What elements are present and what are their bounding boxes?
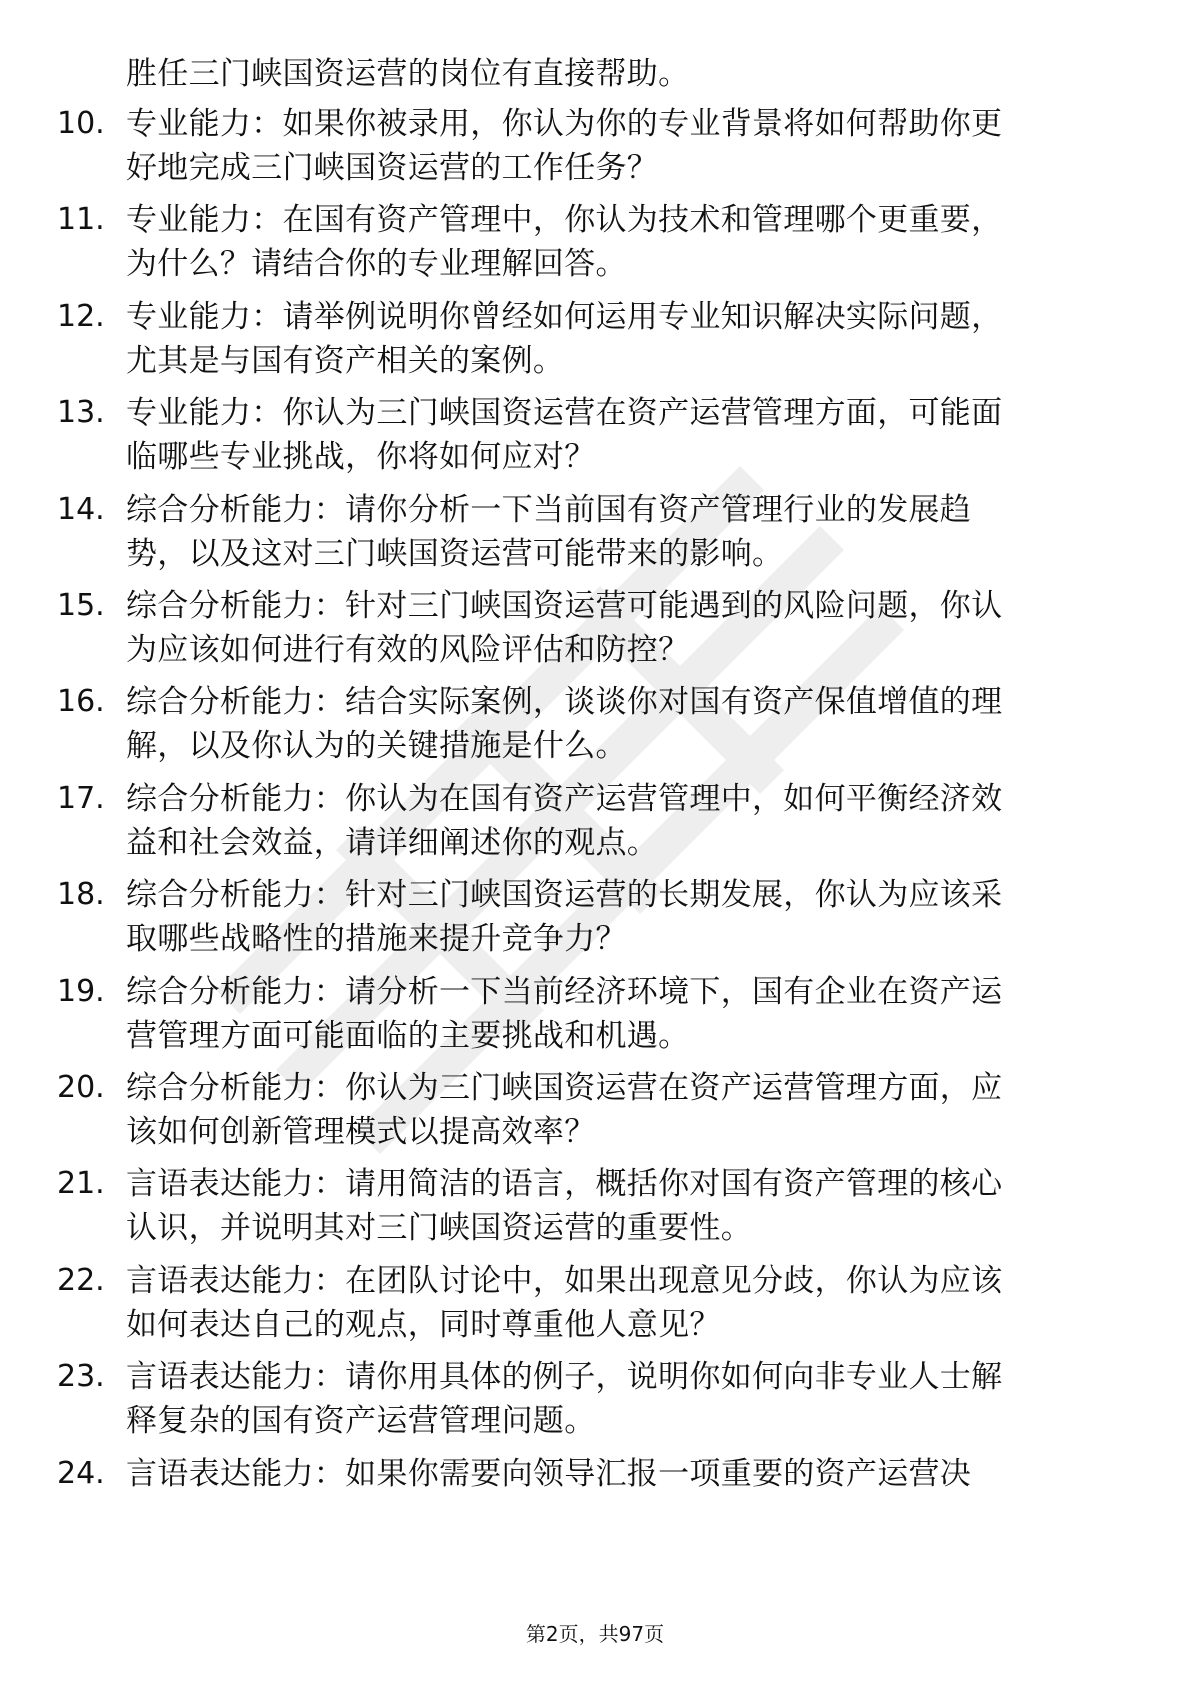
- question-text: [126, 777, 1136, 865]
- question-number: 22.: [57, 1262, 105, 1298]
- question-number: 14.: [57, 491, 105, 527]
- question-line: 如何表达自己的观点，同时尊重他人意见？: [126, 1306, 721, 1343]
- question-line: 综合分析能力：针对三门峡国资运营的长期发展，你认为应该采: [126, 877, 1003, 914]
- question-text: [126, 1066, 1136, 1154]
- question-line: 专业能力：在国有资产管理中，你认为技术和管理哪个更重要，: [126, 202, 1003, 239]
- question-line: 益和社会效益，请详细阐述你的观点。: [126, 824, 659, 861]
- list-item: [0, 1355, 1190, 1445]
- question-text: [126, 873, 1136, 961]
- question-line: 尤其是与国有资产相关的案例。: [126, 342, 565, 379]
- question-text: [126, 1355, 1136, 1443]
- question-text: [126, 584, 1136, 672]
- question-number: 13.: [57, 395, 105, 431]
- question-line: 为应该如何进行有效的风险评估和防控？: [126, 632, 690, 668]
- question-text: [126, 198, 1136, 286]
- question-line: 营管理方面可能面临的主要挑战和机遇。: [126, 1017, 690, 1054]
- list-item: [0, 1452, 1190, 1542]
- list-item: [0, 1066, 1190, 1156]
- list-item: [0, 488, 1190, 578]
- question-line: 势，以及这对三门峡国资运营可能带来的影响。: [126, 535, 784, 572]
- question-line: 取哪些战略性的措施来提升竞争力？: [126, 921, 627, 958]
- question-number: 20.: [57, 1070, 105, 1105]
- question-text: [126, 680, 1136, 768]
- list-item: [0, 1162, 1190, 1252]
- list-item: [0, 777, 1190, 867]
- question-line: 言语表达能力：请你用具体的例子，说明你如何向非专业人士解: [126, 1359, 1003, 1396]
- question-line: 专业能力：如果你被录用，你认为你的专业背景将如何帮助你更: [126, 106, 1003, 142]
- question-line: 专业能力：请举例说明你曾经如何运用专业知识解决实际问题，: [126, 298, 1003, 335]
- question-line: 言语表达能力：如果你需要向领导汇报一项重要的资产运营决: [126, 1455, 972, 1492]
- question-number: 12.: [57, 298, 105, 334]
- list-item: [0, 680, 1190, 770]
- question-number: 10.: [57, 106, 105, 141]
- question-number: 21.: [57, 1166, 105, 1202]
- list-item: [0, 391, 1190, 481]
- question-number: 15.: [57, 588, 105, 623]
- question-number: 18.: [57, 877, 105, 913]
- question-text: [126, 1452, 1136, 1496]
- question-number: 24.: [57, 1455, 105, 1491]
- question-line: 综合分析能力：针对三门峡国资运营可能遇到的风险问题，你认: [126, 588, 1003, 624]
- list-item: [0, 970, 1190, 1060]
- question-line: 认识，并说明其对三门峡国资运营的重要性。: [126, 1210, 752, 1247]
- question-number: 23.: [57, 1359, 105, 1395]
- question-line: 综合分析能力：你认为三门峡国资运营在资产运营管理方面，应: [126, 1070, 1003, 1106]
- question-text: [126, 1162, 1136, 1250]
- page-footer: 第2页，共97页: [525, 1622, 665, 1646]
- question-text: [126, 488, 1136, 576]
- question-line: 为什么？请结合你的专业理解回答。: [126, 246, 627, 283]
- question-number: 11.: [57, 202, 105, 238]
- continuation-line: 胜任三门峡国资运营的岗位有直接帮助。: [126, 56, 690, 92]
- question-line: 解，以及你认为的关键措施是什么。: [126, 728, 627, 765]
- question-line: 好地完成三门峡国资运营的工作任务？: [126, 150, 659, 186]
- list-item: [0, 1259, 1190, 1349]
- question-text: [126, 102, 1136, 190]
- question-text: [126, 1259, 1136, 1347]
- list-item: [0, 584, 1190, 674]
- question-number: 19.: [57, 973, 105, 1009]
- question-line: 该如何创新管理模式以提高效率？: [126, 1114, 596, 1150]
- question-number: 16.: [57, 684, 105, 720]
- question-line: 言语表达能力：在团队讨论中，如果出现意见分歧，你认为应该: [126, 1262, 1003, 1299]
- list-item: [0, 198, 1190, 288]
- question-line: 言语表达能力：请用简洁的语言，概括你对国有资产管理的核心: [126, 1166, 1003, 1203]
- list-item: [0, 873, 1190, 963]
- question-line: 专业能力：你认为三门峡国资运营在资产运营管理方面，可能面: [126, 395, 1003, 432]
- list-item: [0, 295, 1190, 385]
- question-text: [126, 295, 1136, 383]
- question-line: 临哪些专业挑战，你将如何应对？: [126, 439, 596, 476]
- question-line: 综合分析能力：结合实际案例，谈谈你对国有资产保值增值的理: [126, 684, 1003, 721]
- list-item: [0, 102, 1190, 192]
- question-line: 综合分析能力：请分析一下当前经济环境下，国有企业在资产运: [126, 973, 1003, 1010]
- question-text: [126, 970, 1136, 1058]
- question-line: 综合分析能力：你认为在国有资产运营管理中，如何平衡经济效: [126, 780, 1003, 817]
- question-line: 综合分析能力：请你分析一下当前国有资产管理行业的发展趋: [126, 491, 972, 528]
- question-line: 释复杂的国有资产运营管理问题。: [126, 1403, 596, 1440]
- question-text: [126, 391, 1136, 479]
- question-number: 17.: [57, 780, 105, 816]
